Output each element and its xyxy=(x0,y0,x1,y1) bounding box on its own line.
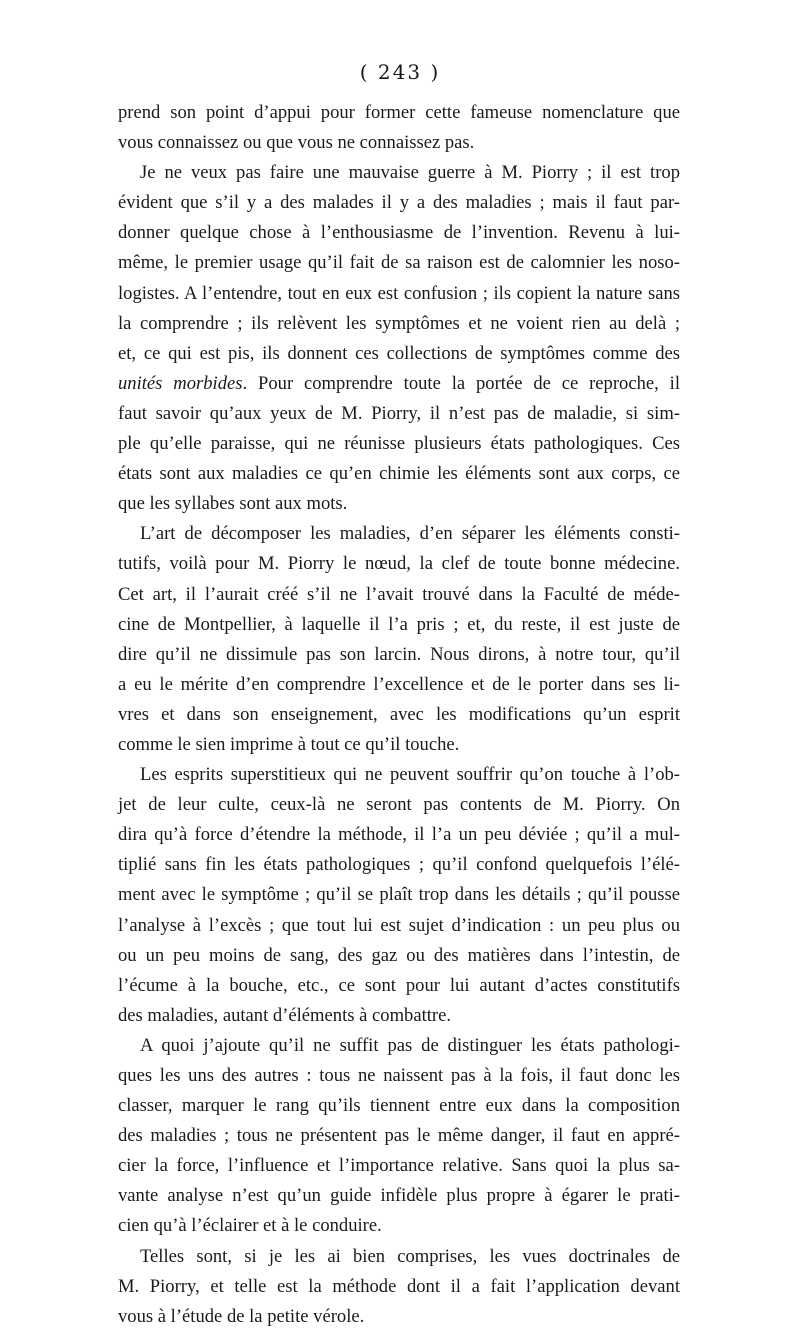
text-line xyxy=(118,911,680,941)
text-line xyxy=(118,248,680,278)
text-line xyxy=(118,158,680,188)
text-line xyxy=(118,489,680,519)
text-line xyxy=(118,339,680,369)
text-line-content: classer, marquer le rang qu’ils tiennent entre eux dans la composition xyxy=(118,1095,680,1117)
text-line xyxy=(118,580,680,610)
text-line-content: ment avec le symptôme ; qu’il se plaît trop dans les détails ; qu’il pousse xyxy=(118,884,680,906)
text-line xyxy=(118,1091,680,1121)
text-line xyxy=(118,429,680,459)
text-line-content: donner quelque chose à l’enthousiasme de l’invention. Revenu à lui- xyxy=(118,222,680,244)
text-line xyxy=(118,549,680,579)
italic-term: unités morbides xyxy=(118,372,243,394)
text-line xyxy=(118,1001,680,1031)
text-line xyxy=(118,1211,680,1241)
text-line xyxy=(118,700,680,730)
text-line xyxy=(118,1121,680,1151)
body-text xyxy=(118,98,680,1332)
text-line-content: même, le premier usage qu’il fait de sa raison est de calomnier les noso- xyxy=(118,252,680,274)
text-line xyxy=(118,850,680,880)
text-line xyxy=(118,399,680,429)
text-line-content: dira qu’à force d’étendre la méthode, il l’a un peu déviée ; qu’il a mul- xyxy=(118,824,680,846)
text-line-content: dire qu’il ne dissimule pas son larcin. Nous dirons, à notre tour, qu’il xyxy=(118,643,680,665)
text-line-content: tutifs, voilà pour M. Piorry le nœud, la clef de toute bonne médecine. xyxy=(118,553,680,575)
page-number: ( 243 ) xyxy=(359,60,441,84)
text-line xyxy=(118,1272,680,1302)
text-line-content: des maladies, autant d’éléments à combattre. xyxy=(118,1004,452,1026)
text-line xyxy=(118,820,680,850)
text-line-content: évident que s’il y a des malades il y a des maladies ; mais il faut par- xyxy=(118,192,680,214)
text-line xyxy=(118,1031,680,1061)
text-line xyxy=(118,218,680,248)
text-line-content: cine de Montpellier, à laquelle il l’a pris ; et, du reste, il est juste de xyxy=(118,613,680,635)
text-line-content: ple qu’elle paraisse, qui ne réunisse plusieurs états pathologiques. Ces xyxy=(118,433,680,455)
text-line-content: états sont aux maladies ce qu’en chimie les éléments sont aux corps, ce xyxy=(118,463,680,485)
text-line-content: vres et dans son enseignement, avec les modifications qu’un esprit xyxy=(118,703,680,725)
text-line-content: vous connaissez ou que vous ne connaissez pas. xyxy=(118,132,475,154)
text-line xyxy=(118,760,680,790)
text-line-content: Telles sont, si je les ai bien comprises, les vues doctrinales de xyxy=(140,1245,680,1267)
text-line-content: Je ne veux pas faire une mauvaise guerre à M. Piorry ; il est trop xyxy=(140,162,680,184)
text-line-content: tiplié sans fin les états pathologiques ; qu’il confond quelquefois l’élé- xyxy=(118,854,680,876)
text-line-content: l’écume à la bouche, etc., ce sont pour lui autant d’actes constitutifs xyxy=(118,974,680,996)
text-line xyxy=(118,941,680,971)
text-line-content: M. Piorry, et telle est la méthode dont il a fait l’application devant xyxy=(118,1275,680,1297)
text-line xyxy=(118,730,680,760)
text-line xyxy=(118,610,680,640)
text-line-content: et, ce qui est pis, ils donnent ces collections de symptômes comme des xyxy=(118,342,680,364)
text-line xyxy=(118,128,680,158)
text-line-content: prend son point d’appui pour former cette fameuse nomenclature que xyxy=(118,102,680,123)
text-line-content: . Pour comprendre toute la portée de ce reproche, il xyxy=(242,372,680,394)
text-line-content: jet de leur culte, ceux-là ne seront pas contents de M. Piorry. On xyxy=(118,794,680,816)
text-line-content: a eu le mérite d’en comprendre l’excellence et de le porter dans ses li- xyxy=(118,673,680,695)
text-line-content: faut savoir qu’aux yeux de M. Piorry, il n’est pas de maladie, si sim- xyxy=(118,402,680,424)
text-line xyxy=(118,790,680,820)
text-line xyxy=(118,98,680,128)
text-line xyxy=(118,519,680,549)
text-line-content: comme le sien imprime à tout ce qu’il touche. xyxy=(118,733,460,755)
text-line xyxy=(118,670,680,700)
text-line xyxy=(118,1151,680,1181)
text-line xyxy=(118,309,680,339)
text-line-content: L’art de décomposer les maladies, d’en séparer les éléments consti- xyxy=(140,523,680,545)
text-line xyxy=(118,1181,680,1211)
text-line-content: Cet art, il l’aurait créé s’il ne l’avait trouvé dans la Faculté de méde- xyxy=(118,583,680,605)
text-line xyxy=(118,1242,680,1272)
text-line xyxy=(118,188,680,218)
text-line xyxy=(118,369,680,399)
text-line xyxy=(118,971,680,1001)
text-line-content: ou un peu moins de sang, des gaz ou des matières dans l’intestin, de xyxy=(118,944,680,966)
text-line xyxy=(118,640,680,670)
text-line xyxy=(118,459,680,489)
text-line-content: que les syllabes sont aux mots. xyxy=(118,493,348,515)
text-line-content: A quoi j’ajoute qu’il ne suffit pas de distinguer les états pathologi- xyxy=(140,1034,680,1056)
text-line-content: la comprendre ; ils relèvent les symptômes et ne voient rien au delà ; xyxy=(118,312,680,334)
text-line-content: logistes. A l’entendre, tout en eux est confusion ; ils copient la nature sans xyxy=(118,282,680,304)
text-line-content: des maladies ; tous ne présentent pas le même danger, il faut en appré- xyxy=(118,1125,680,1147)
text-line xyxy=(118,1302,680,1332)
text-line-content: Les esprits superstitieux qui ne peuvent souffrir qu’on touche à l’ob- xyxy=(140,764,680,786)
text-line-content: vante analyse n’est qu’un guide infidèle plus propre à égarer le prati- xyxy=(118,1185,680,1207)
text-line xyxy=(118,1061,680,1091)
text-line-content: l’analyse à l’excès ; que tout lui est sujet d’indication : un peu plus ou xyxy=(118,914,680,936)
text-line-content: cier la force, l’influence et l’importance relative. Sans quoi la plus sa- xyxy=(118,1155,680,1177)
text-line-content: vous à l’étude de la petite vérole. xyxy=(118,1305,365,1327)
text-line-content: ques les uns des autres : tous ne naissent pas à la fois, il faut donc les xyxy=(118,1065,680,1086)
text-line-content: cien qu’à l’éclairer et à le conduire. xyxy=(118,1215,382,1237)
text-line xyxy=(118,279,680,309)
text-line xyxy=(118,880,680,910)
